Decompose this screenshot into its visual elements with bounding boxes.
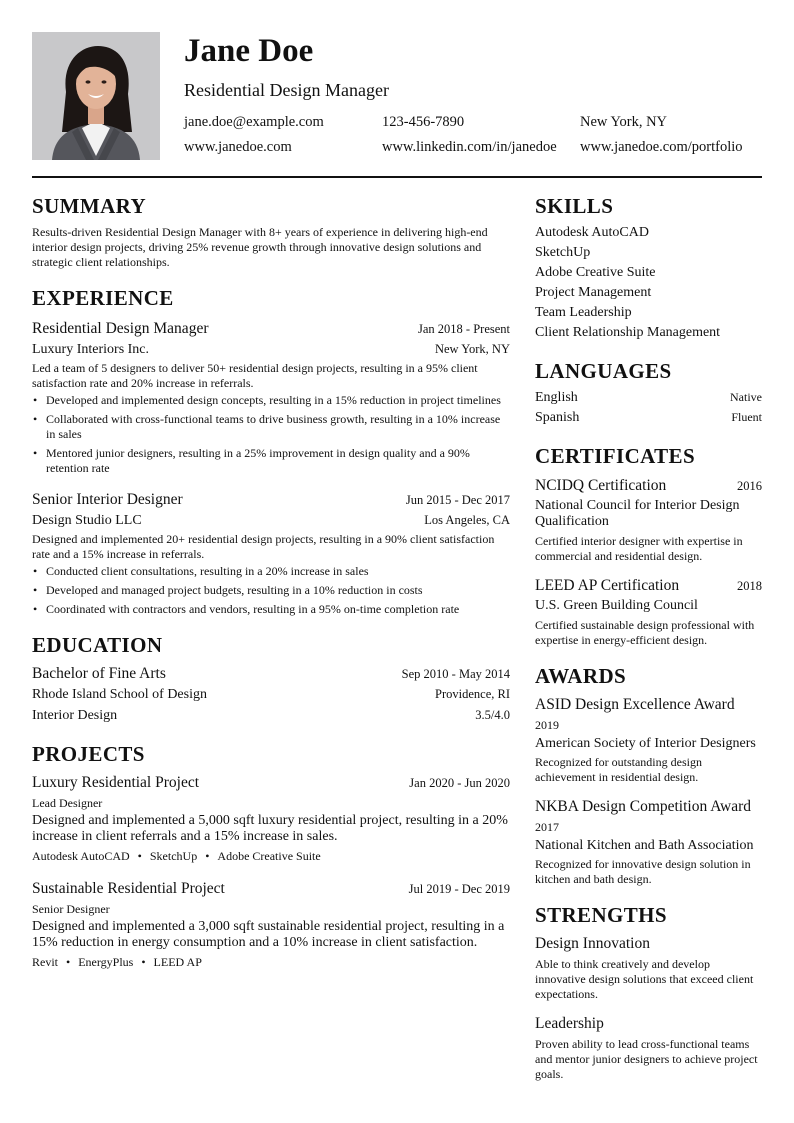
skill-item: Autodesk AutoCAD xyxy=(535,225,649,240)
tool-separator: • xyxy=(141,955,146,969)
certificate-item xyxy=(535,576,762,648)
skill-item: Client Relationship Management xyxy=(535,325,721,340)
language-item xyxy=(535,388,762,408)
language-level: Native xyxy=(730,390,762,404)
awards-section xyxy=(535,662,762,887)
job-description: Designed and implemented 20+ residential design projects, resulting in a 90% client satisfaction rate and a 15% increase in referrals. xyxy=(32,532,495,561)
award-issuer: American Society of Interior Designers xyxy=(535,736,756,751)
header-divider xyxy=(32,176,762,178)
skills-list xyxy=(535,223,762,343)
field-of-study: Interior Design xyxy=(32,708,118,723)
job-dates: Jan 2018 - Present xyxy=(418,322,510,336)
award-item xyxy=(535,797,762,887)
achievement-item: • Mentored junior designers, resulting in a 25% improvement in design quality and a 90% retention rate xyxy=(32,446,510,476)
skill-item: Adobe Creative Suite xyxy=(535,265,656,280)
email-link[interactable]: jane.doe@example.com xyxy=(184,114,324,130)
tool-tag: SketchUp xyxy=(149,849,198,863)
project-item xyxy=(32,773,510,864)
skills-heading: SKILLS xyxy=(535,194,614,218)
project-role: Lead Designer xyxy=(32,796,103,810)
right-column xyxy=(535,192,762,1096)
tool-separator: • xyxy=(137,849,142,863)
linkedin-link[interactable]: www.linkedin.com/in/janedoe xyxy=(382,139,557,155)
strength-name: Leadership xyxy=(535,1015,604,1032)
job-title: Residential Design Manager xyxy=(184,80,389,100)
languages-heading: LANGUAGES xyxy=(535,359,672,383)
certificates-section xyxy=(535,442,762,648)
certificate-issuer: U.S. Green Building Council xyxy=(535,598,698,613)
project-tools xyxy=(32,954,510,970)
education-dates: Sep 2010 - May 2014 xyxy=(401,667,510,681)
strength-item xyxy=(535,1014,762,1082)
certificate-item xyxy=(535,476,762,564)
projects-section xyxy=(32,740,510,970)
language-item xyxy=(535,408,762,428)
awards-heading: AWARDS xyxy=(535,664,627,688)
award-year: 2019 xyxy=(535,718,559,732)
experience-item xyxy=(32,490,510,617)
full-name: Jane Doe xyxy=(184,33,314,69)
education-section xyxy=(32,631,510,726)
job-achievements xyxy=(32,564,510,617)
achievement-item: • Coordinated with contractors and vendors, resulting in a 95% on-time completion rate xyxy=(32,602,510,617)
achievement-item: • Conducted client consultations, resulting in a 20% increase in sales xyxy=(32,564,510,579)
projects-heading: PROJECTS xyxy=(32,742,145,766)
skill-item: Team Leadership xyxy=(535,305,632,320)
profile-photo xyxy=(32,32,160,160)
summary-text: Results-driven Residential Design Manager with 8+ years of experience in delivering high-end interior design projects, driving 25% revenue growth through innovative design solutions and strategic client relationships. xyxy=(32,225,488,269)
language-name: Spanish xyxy=(535,410,580,425)
skill-item: SketchUp xyxy=(535,245,591,260)
certificate-name: LEED AP Certification xyxy=(535,577,680,594)
experience-heading: EXPERIENCE xyxy=(32,286,174,310)
tool-tag: Adobe Creative Suite xyxy=(217,849,321,863)
job-title: Senior Interior Designer xyxy=(32,491,183,508)
strength-description: Proven ability to lead cross-functional teams and mentor junior designers to achieve project goals. xyxy=(535,1037,758,1081)
project-description: Designed and implemented a 3,000 sqft sustainable residential project, resulting in a 15% reduction in energy consumption and a 10% increase in client satisfaction. xyxy=(32,919,505,950)
location: New York, NY xyxy=(580,114,668,130)
job-location: Los Angeles, CA xyxy=(424,513,510,527)
strength-name: Design Innovation xyxy=(535,935,650,952)
profile-photo-illustration xyxy=(32,32,160,160)
award-year: 2017 xyxy=(535,820,559,834)
strength-item xyxy=(535,934,762,1002)
award-name: ASID Design Excellence Award xyxy=(535,696,735,713)
project-title: Luxury Residential Project xyxy=(32,774,200,791)
degree: Bachelor of Fine Arts xyxy=(32,665,166,682)
school-name: Rhode Island School of Design xyxy=(32,687,207,702)
language-level: Fluent xyxy=(731,410,762,424)
education-heading: EDUCATION xyxy=(32,633,163,657)
award-name: NKBA Design Competition Award xyxy=(535,798,752,815)
achievement-item: • Developed and implemented design concepts, resulting in a 15% reduction in project timelines xyxy=(32,393,510,408)
school-location: Providence, RI xyxy=(435,687,510,701)
award-item xyxy=(535,695,762,785)
tool-tag: Autodesk AutoCAD xyxy=(32,849,130,863)
job-dates: Jun 2015 - Dec 2017 xyxy=(405,493,510,507)
certificate-description: Certified sustainable design professional with expertise in energy-efficient design. xyxy=(535,618,755,647)
resume-header xyxy=(32,32,762,160)
strengths-section xyxy=(535,901,762,1082)
certificate-description: Certified interior designer with expertise in commercial and residential design. xyxy=(535,534,743,563)
website-link[interactable]: www.janedoe.com xyxy=(184,139,292,155)
achievement-item: • Collaborated with cross-functional teams to drive business growth, resulting in a 10% increase in sales xyxy=(32,412,510,442)
job-title: Residential Design Manager xyxy=(32,320,209,337)
header-info xyxy=(184,32,762,160)
award-description: Recognized for innovative design solution in kitchen and bath design. xyxy=(535,857,751,886)
job-description: Led a team of 5 designers to deliver 50+ residential design projects, resulting in a 95% client satisfaction rate and 20% increase in referrals. xyxy=(32,361,478,390)
summary-heading: SUMMARY xyxy=(32,194,147,218)
language-list xyxy=(535,388,762,428)
achievement-item: • Developed and managed project budgets, resulting in a 10% reduction in costs xyxy=(32,583,510,598)
education-item xyxy=(32,664,510,726)
tool-separator: • xyxy=(205,849,210,863)
project-dates: Jul 2019 - Dec 2019 xyxy=(408,882,510,896)
experience-item xyxy=(32,319,510,476)
languages-section xyxy=(535,357,762,428)
project-dates: Jan 2020 - Jun 2020 xyxy=(409,776,510,790)
award-issuer: National Kitchen and Bath Association xyxy=(535,838,754,853)
certificates-heading: CERTIFICATES xyxy=(535,444,696,468)
project-description: Designed and implemented a 5,000 sqft luxury residential project, resulting in a 20% increase in client referrals and a 15% increase in sales. xyxy=(32,813,508,844)
gpa: 3.5/4.0 xyxy=(475,708,510,722)
phone-number[interactable]: 123-456-7890 xyxy=(382,114,465,130)
certificate-name: NCIDQ Certification xyxy=(535,477,667,494)
project-role: Senior Designer xyxy=(32,902,110,916)
certificate-issuer: National Council for Interior Design Qualification xyxy=(535,498,740,529)
project-tools xyxy=(32,848,510,864)
tool-separator: • xyxy=(66,955,71,969)
tool-tag: Revit xyxy=(32,955,58,969)
tool-tag: LEED AP xyxy=(153,955,202,969)
certificate-year: 2016 xyxy=(737,479,762,493)
strengths-heading: STRENGTHS xyxy=(535,903,667,927)
job-location: New York, NY xyxy=(434,342,510,356)
company-name: Luxury Interiors Inc. xyxy=(32,342,150,357)
tool-tag: EnergyPlus xyxy=(78,955,134,969)
job-achievements xyxy=(32,393,510,476)
language-name: English xyxy=(535,390,578,405)
project-item xyxy=(32,879,510,970)
contact-grid xyxy=(184,110,762,160)
left-column xyxy=(32,192,510,984)
skills-section xyxy=(535,192,762,343)
summary-section xyxy=(32,192,510,270)
company-name: Design Studio LLC xyxy=(32,513,142,528)
portfolio-link[interactable]: www.janedoe.com/portfolio xyxy=(580,139,743,155)
award-description: Recognized for outstanding design achievement in residential design. xyxy=(535,755,702,784)
strength-description: Able to think creatively and develop innovative design solutions that exceed client expectations. xyxy=(535,957,754,1001)
project-title: Sustainable Residential Project xyxy=(32,880,225,897)
certificate-year: 2018 xyxy=(737,579,762,593)
skill-item: Project Management xyxy=(535,285,652,300)
experience-section xyxy=(32,284,510,617)
